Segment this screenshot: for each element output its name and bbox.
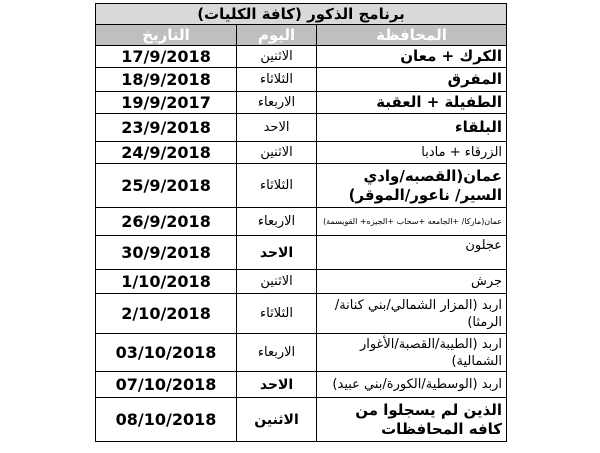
governorate-cell: الكرك + معان xyxy=(317,46,507,68)
day-cell: الثلاثاء xyxy=(237,294,317,334)
header-day: اليوم xyxy=(237,25,317,46)
date-cell: 1/10/2018 xyxy=(96,270,237,294)
governorate-cell: البلقاء xyxy=(317,114,507,142)
day-cell: الثلاثاء xyxy=(237,164,317,208)
date-cell: 26/9/2018 xyxy=(96,208,237,236)
governorate-cell: الزرقاء + مادبا xyxy=(317,142,507,164)
title-row xyxy=(96,4,507,25)
governorate-cell: اربد (المزار الشمالي/بني كنانة/ الرمثا) xyxy=(317,294,507,334)
governorate-cell: المفرق xyxy=(317,68,507,92)
governorate-cell: عمان(ماركا/ +الجامعه +سحاب +الجيزه+ القويسمة) xyxy=(317,208,507,236)
date-cell: 19/9/2017 xyxy=(96,92,237,114)
day-cell: الاثنين xyxy=(237,270,317,294)
day-cell: الاحد xyxy=(237,236,317,270)
date-cell: 07/10/2018 xyxy=(96,372,237,398)
table-row xyxy=(96,372,507,398)
date-cell: 2/10/2018 xyxy=(96,294,237,334)
table-row xyxy=(96,334,507,372)
table-row xyxy=(96,398,507,442)
governorate-cell: عمان(القصبه/وادي السير/ ناعور/الموقر) xyxy=(317,164,507,208)
date-cell: 24/9/2018 xyxy=(96,142,237,164)
day-cell: الاحد xyxy=(237,372,317,398)
day-cell: الاربعاء xyxy=(237,334,317,372)
table-row xyxy=(96,208,507,236)
day-cell: الاربعاء xyxy=(237,92,317,114)
table-row xyxy=(96,164,507,208)
day-cell: الاثنين xyxy=(237,398,317,442)
day-cell: الاربعاء xyxy=(237,208,317,236)
table-row xyxy=(96,142,507,164)
day-cell: الاثنين xyxy=(237,142,317,164)
day-cell: الثلاثاء xyxy=(237,68,317,92)
header-date: التاريخ xyxy=(96,25,237,46)
table-title: برنامج الذكور (كافة الكليات) xyxy=(96,4,507,25)
governorate-cell: الطفيلة + العقبة xyxy=(317,92,507,114)
date-cell: 30/9/2018 xyxy=(96,236,237,270)
date-cell: 23/9/2018 xyxy=(96,114,237,142)
table-row xyxy=(96,92,507,114)
table-row xyxy=(96,114,507,142)
header-row xyxy=(96,25,507,46)
table-row xyxy=(96,68,507,92)
date-cell: 17/9/2018 xyxy=(96,46,237,68)
date-cell: 08/10/2018 xyxy=(96,398,237,442)
governorate-cell: جرش xyxy=(317,270,507,294)
table-row xyxy=(96,46,507,68)
day-cell: الاثنين xyxy=(237,46,317,68)
date-cell: 03/10/2018 xyxy=(96,334,237,372)
governorate-cell: اربد (الوسطية/الكورة/بني عبيد) xyxy=(317,372,507,398)
schedule-table xyxy=(95,3,507,442)
governorate-cell: اربد (الطيبة/القصبة/الأغوار الشمالية) xyxy=(317,334,507,372)
date-cell: 25/9/2018 xyxy=(96,164,237,208)
header-governorate: المحافظة xyxy=(317,25,507,46)
governorate-cell: الذين لم يسجلوا من كافه المحافظات xyxy=(317,398,507,442)
date-cell: 18/9/2018 xyxy=(96,68,237,92)
day-cell: الاحد xyxy=(237,114,317,142)
governorate-cell: عجلون xyxy=(317,236,507,270)
table-row xyxy=(96,270,507,294)
table-row xyxy=(96,236,507,270)
table-row xyxy=(96,294,507,334)
